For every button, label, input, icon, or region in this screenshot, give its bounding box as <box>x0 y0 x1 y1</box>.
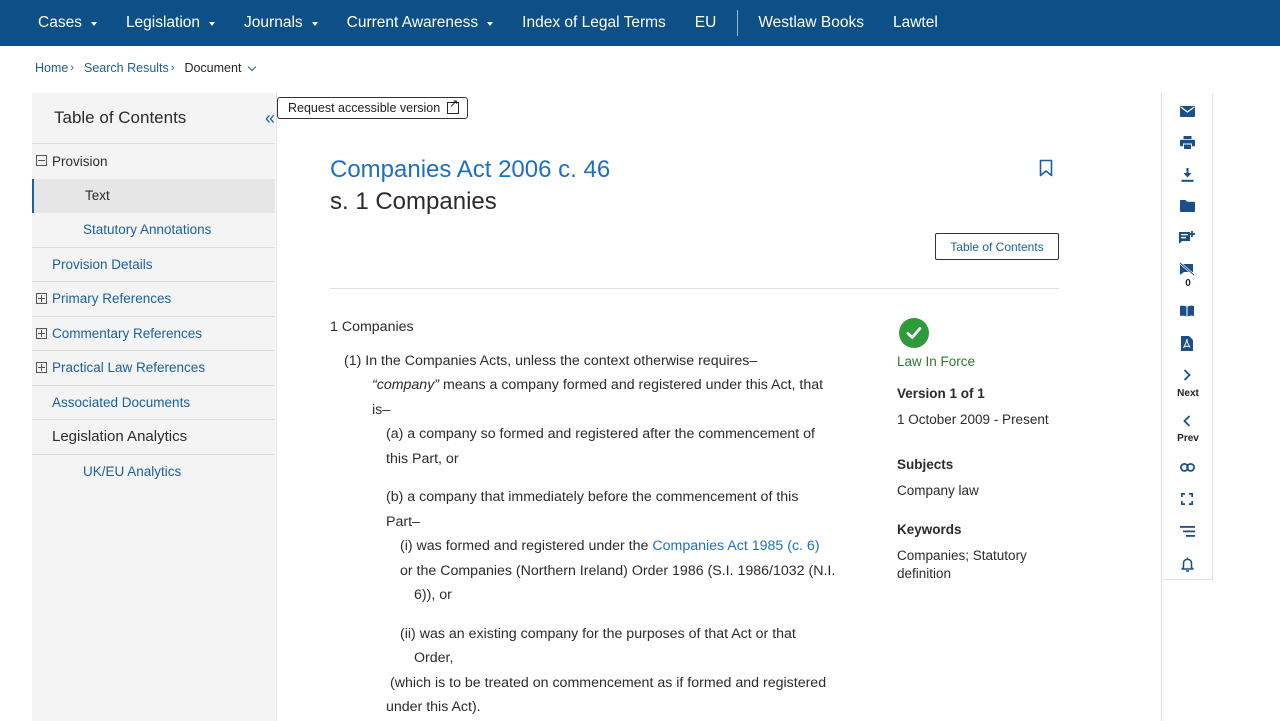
paragraph-b-line-2: Part– <box>386 513 420 530</box>
paragraph-i-text: (i) was formed and registered under the <box>400 538 653 554</box>
provision-metadata <box>897 315 1067 611</box>
expand-box-icon[interactable] <box>36 328 47 339</box>
closing-line-2: under this Act). <box>386 699 481 715</box>
nav-legislation-label: Legislation <box>125 14 201 31</box>
nav-eu-label: EU <box>694 14 717 31</box>
toc-item-practical-law-references[interactable] <box>32 351 275 386</box>
list-icon[interactable] <box>1178 522 1196 540</box>
paragraph-i-line-3: 6)), or <box>414 587 452 603</box>
nav-cases[interactable] <box>38 14 97 32</box>
chevron-down-icon <box>487 22 493 26</box>
toc-item-practical-law-references-label: Practical Law References <box>52 360 206 376</box>
download-icon[interactable] <box>1178 166 1196 184</box>
version-label: Version 1 of 1 <box>897 386 985 401</box>
definition-text: means a company formed and registered under this Act, that <box>439 377 824 393</box>
nav-lawtel[interactable] <box>893 14 938 32</box>
nav-journals-label: Journals <box>244 14 303 31</box>
top-navigation <box>0 0 1280 46</box>
next-label[interactable]: Next <box>1177 388 1199 399</box>
book-icon[interactable] <box>1178 302 1196 320</box>
bookmark-icon[interactable] <box>1039 159 1053 177</box>
subjects-value: Company law <box>897 483 979 498</box>
toc-item-primary-references-label: Primary References <box>52 291 172 307</box>
request-accessible-version-button[interactable] <box>277 97 468 119</box>
companies-act-1985-link[interactable]: Companies Act 1985 (c. 6) <box>652 538 820 554</box>
nav-divider <box>737 10 738 36</box>
toc-item-provision-details-label: Provision Details <box>52 256 153 272</box>
paragraph-i-line-2: or the Companies (Northern Ireland) Order 1986 (S.I. 1986/1032 (N.I. <box>400 562 836 579</box>
paragraph-ii-line-1: (ii) was an existing company for the purposes of that Act or that <box>400 625 796 642</box>
provision-text <box>330 315 860 720</box>
alert-bell-icon[interactable] <box>1178 555 1196 573</box>
closing-line-1: (which is to be treated on commencement as if formed and registered <box>390 674 827 691</box>
toc-item-text-label: Text <box>85 188 110 204</box>
toc-item-associated-documents-label: Associated Documents <box>52 394 191 410</box>
chevron-down-icon <box>248 62 256 70</box>
toc-item-provision-details[interactable] <box>32 248 275 283</box>
spacer <box>330 608 860 622</box>
nav-eu[interactable] <box>695 14 717 32</box>
section-heading: 1 Companies <box>330 319 414 335</box>
toc-item-commentary-references[interactable] <box>32 317 275 352</box>
prev-label[interactable]: Prev <box>1177 433 1199 444</box>
toc-item-legislation-analytics-label: Legislation Analytics <box>52 428 188 446</box>
folder-icon[interactable] <box>1178 197 1196 215</box>
email-icon[interactable] <box>1178 102 1196 120</box>
toc-item-uk-eu-analytics-label: UK/EU Analytics <box>83 464 182 480</box>
divider <box>330 288 1059 289</box>
document-title[interactable]: Companies Act 2006 c. 46 <box>330 156 611 183</box>
annotations-icon[interactable] <box>1178 260 1196 278</box>
check-icon <box>899 318 929 348</box>
definition-company <box>330 373 860 398</box>
toc-item-statutory-annotations-label: Statutory Annotations <box>83 222 212 238</box>
breadcrumb-document[interactable] <box>184 61 255 75</box>
table-of-contents-button[interactable]: Table of Contents <box>935 233 1059 260</box>
keywords-value: Companies; Statutory definition <box>897 548 1027 581</box>
toc-header <box>32 93 275 144</box>
expand-box-icon[interactable] <box>36 362 47 373</box>
document-panel <box>276 93 1162 721</box>
toc-item-provision-label: Provision <box>52 153 108 169</box>
collapse-box-icon[interactable] <box>36 155 47 166</box>
print-icon[interactable] <box>1178 134 1196 152</box>
paragraph-1: (1) In the Companies Acts, unless the context otherwise requires– <box>344 352 758 369</box>
add-note-icon[interactable] <box>1178 229 1196 247</box>
nav-westlaw-books[interactable] <box>758 14 864 32</box>
spacer <box>330 471 860 485</box>
checkmark-icon <box>905 324 923 342</box>
nav-index-of-legal-terms[interactable] <box>522 14 666 32</box>
paragraph-a-line-2: this Part, or <box>386 450 459 467</box>
nav-legislation[interactable] <box>126 14 215 32</box>
link-icon[interactable] <box>1178 458 1196 476</box>
breadcrumb-search-results[interactable]: Search Results <box>84 61 169 75</box>
toc-sidebar <box>32 93 275 721</box>
paragraph-a-line-1: (a) a company so formed and registered after the commencement of <box>386 426 815 442</box>
document-toolbar <box>1163 93 1213 580</box>
fullscreen-icon[interactable] <box>1178 490 1196 508</box>
paragraph-b-line-1: (b) a company that immediately before the commencement of this <box>386 489 799 505</box>
document-subtitle: s. 1 Companies <box>330 188 497 215</box>
chevron-down-icon <box>312 22 318 26</box>
nav-lawtel-label: Lawtel <box>893 14 938 31</box>
next-icon[interactable] <box>1178 366 1196 384</box>
defined-term: “company” <box>372 377 440 393</box>
keywords-label: Keywords <box>897 522 962 537</box>
definition-company-cont: is– <box>372 401 391 418</box>
toc-title: Table of Contents <box>54 108 187 127</box>
collapse-sidebar-icon[interactable]: « <box>264 107 275 128</box>
toc-item-associated-documents[interactable] <box>32 386 275 421</box>
chevron-right-icon: › <box>70 62 75 74</box>
toc-item-primary-references[interactable] <box>32 282 275 317</box>
toc-item-uk-eu-analytics[interactable] <box>32 455 275 490</box>
toc-item-statutory-annotations[interactable] <box>32 213 275 248</box>
paragraph-i-line-1 <box>330 534 860 559</box>
subjects-label: Subjects <box>897 457 954 472</box>
toc-item-commentary-references-label: Commentary References <box>52 325 203 341</box>
prev-icon[interactable] <box>1178 412 1196 430</box>
annotations-count: 0 <box>1185 278 1191 289</box>
nav-current-awareness[interactable] <box>347 14 494 32</box>
toc-item-provision[interactable] <box>32 144 275 179</box>
breadcrumb-document-label: Document <box>184 61 242 75</box>
paragraph-ii-line-2: Order, <box>414 650 454 666</box>
breadcrumb-home[interactable]: Home <box>35 61 69 75</box>
chevron-down-icon <box>209 22 215 26</box>
chevron-right-icon: › <box>170 62 175 74</box>
date-range: 1 October 2009 - Present <box>897 412 1049 427</box>
chevron-down-icon <box>91 22 97 26</box>
law-in-force-status: Law In Force <box>897 354 976 369</box>
toc-item-text[interactable] <box>32 179 275 214</box>
nav-cases-label: Cases <box>38 14 82 31</box>
request-accessible-label: Request accessible version <box>288 101 441 115</box>
nav-westlaw-books-label: Westlaw Books <box>758 14 864 31</box>
toc-item-legislation-analytics <box>32 420 275 455</box>
external-link-icon <box>447 102 459 114</box>
nav-journals[interactable] <box>244 14 318 32</box>
pdf-icon[interactable] <box>1178 334 1196 352</box>
nav-current-awareness-label: Current Awareness <box>346 14 479 31</box>
nav-index-label: Index of Legal Terms <box>522 14 666 31</box>
expand-box-icon[interactable] <box>36 293 47 304</box>
breadcrumb <box>35 61 255 75</box>
